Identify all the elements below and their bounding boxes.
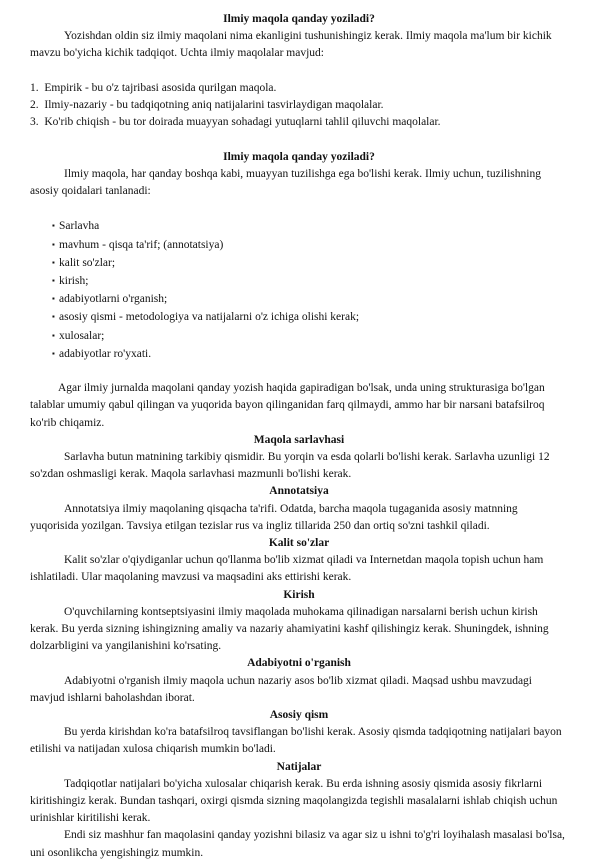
closing-paragraph: Endi siz mashhur fan maqolasini qanday yozishni bilasiz va agar siz u ishni to'g'ri loyihalash masalasi bo'lsa, uni osonlikcha yengishingiz mumkin.: [30, 829, 565, 859]
section-paragraph: Adabiyotni o'rganish ilmiy maqola uchun nazariy asos bo'lib xizmat qiladi. Maqsad ushbu mavzudagi mavjud ishlarni baholashdan iborat.: [30, 674, 532, 704]
spacer: [30, 131, 568, 148]
list-item: ▪ asosiy qismi - metodologiya va natijalarni o'z ichiga olishi kerak;: [52, 308, 568, 326]
list-item: ▪ xulosalar;: [52, 327, 568, 345]
list-item: ▪ adabiyotlarni o'rganish;: [52, 290, 568, 308]
section-paragraph: O'quvchilarning kontseptsiyasini ilmiy maqolada muhokama qilinadigan narsalarni berish uchun kirish kerak. Bu yerda sizning ishingizning amaliy va nazariy ahamiyatini kashf qilishingiz kerak. Shuningdek, ishning dolzarbligini va yangilanishini ko'rsating.: [30, 605, 549, 653]
list-item: 1. Empirik - bu o'z tajribasi asosida qurilgan maqola.: [30, 81, 277, 94]
section-heading: Natijalar: [276, 760, 322, 773]
list-item: ▪ adabiyotlar ro'yxati.: [52, 345, 568, 363]
section-heading: Kalit so'zlar: [268, 537, 330, 550]
article-types-list: [30, 80, 568, 132]
section-paragraph: Annotatsiya ilmiy maqolaning qisqacha ta'rifi. Odatda, barcha maqola tugaganida asosiy matnning yuqorisida yozilgan. Tavsiya etilgan tezislar rus va ingliz tillarida 250 dan ortiq so'zni tashkil qiladi.: [30, 502, 518, 532]
list-item: 2. Ilmiy-nazariy - bu tadqiqotning aniq natijalarini tasvirlaydigan maqolalar.: [30, 99, 384, 111]
section-heading: Maqola sarlavhasi: [253, 433, 345, 446]
list-item: ▪ mavhum - qisqa ta'rif; (annotatsiya): [52, 236, 568, 254]
list-item: ▪ kalit so'zlar;: [52, 254, 568, 272]
structure-intro-paragraph: Ilmiy maqola, har qanday boshqa kabi, muayyan tuzilishga ega bo'lishi kerak. Ilmiy uchun, tuzilishning asosiy qoidalari tanlanadi:: [30, 167, 541, 197]
list-item: ▪ Sarlavha: [52, 217, 568, 235]
list-item: ▪ kirish;: [52, 272, 568, 290]
section-paragraph: Bu yerda kirishdan ko'ra batafsilroq tavsiflangan bo'lishi kerak. Asosiy qismda tadqiqotning natijalari bayon etilishi va natijadan xulosa chiqarish mumkin bo'ladi.: [30, 726, 562, 756]
spacer: [30, 200, 568, 217]
document-title: Ilmiy maqola qanday yoziladi?: [223, 13, 375, 25]
section-heading: Annotatsiya: [269, 485, 329, 498]
structure-list: [30, 217, 568, 363]
section-heading: Asosiy qism: [269, 709, 329, 722]
list-item: 3. Ko'rib chiqish - bu tor doirada muayyan sohadagi yutuqlarni tahlil qiluvchi maqolalar.: [30, 116, 441, 129]
journal-note-paragraph: Agar ilmiy jurnalda maqolani qanday yozish haqida gapiradigan bo'lsak, unda uning strukturasiga bo'lgan talablar umumiy qabul qilingan va yuqorida bayon qilinganidan farq qilmaydi, ammo har bir narsani batafsilroq ko'rib chiqamiz.: [30, 382, 545, 429]
intro-paragraph: Yozishdan oldin siz ilmiy maqolani nima ekanligini tushunishingiz kerak. Ilmiy maqola ma'lum bir kichik mavzu bo'yicha kichik tadqiqot. Uchta ilmiy maqolalar mavjud:: [30, 30, 552, 60]
section-paragraph: Tadqiqotlar natijalari bo'yicha xulosalar chiqarish kerak. Bu erda ishning asosiy qismida asosiy fikrlarni kiritishingiz kerak. Bundan tashqari, oxirgi qismda sizning maqolangizda tegishli masalalarni ishlab chiqish uchun urinishlar kiritilishi kerak.: [30, 777, 558, 825]
section-heading: Adabiyotni o'rganish: [247, 657, 351, 670]
section-paragraph: Sarlavha butun matnining tarkibiy qismidir. Bu yorqin va esda qolarli bo'lishi kerak. Sarlavha uzunligi 12 so'zdan oshmasligi kerak. Maqola sarlavhasi mazmunli bo'lishi kerak.: [30, 451, 550, 481]
spacer: [30, 363, 568, 380]
subtitle-heading: Ilmiy maqola qanday yoziladi?: [223, 150, 375, 163]
spacer: [30, 63, 568, 80]
section-heading: Kirish: [283, 588, 315, 601]
document-page: [30, 11, 568, 862]
section-paragraph: Kalit so'zlar o'qiydiganlar uchun qo'llanma bo'lib xizmat qiladi va Internetdan maqola topish uchun ham ishlatiladi. Ular maqolaning mavzusi va maqsadini aks ettirishi kerak.: [30, 554, 544, 584]
